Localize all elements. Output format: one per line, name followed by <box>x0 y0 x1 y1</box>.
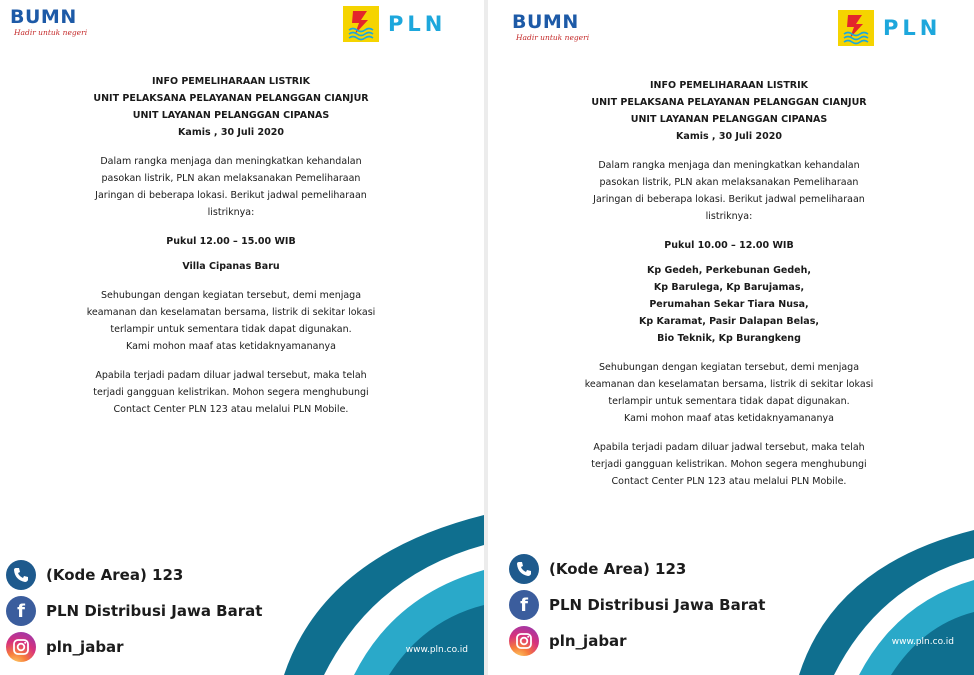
locations: Kp Gedeh, Perkebunan Gedeh, Kp Barulega, Kp Barujamas, Perumahan Sekar Tiara Nusa, Kp Karamat, Pasir Dalapan Belas, Bio Teknik, Kp Burangkeng <box>639 265 819 344</box>
intro-text: Dalam rangka menjaga dan meningkatkan kehandalan pasokan listrik, PLN akan melaksanakan Pemeliharaan Jaringan di beberapa lokasi. Berikut jadwal pemeliharaan listriknya: <box>593 160 865 222</box>
announcement-date: Kamis , 30 Juli 2020 <box>178 127 284 138</box>
instagram-icon <box>509 626 539 656</box>
lightning-icon <box>343 6 379 42</box>
announcement <box>488 77 972 490</box>
pln-logo: PLN <box>343 6 446 42</box>
title-line-1: INFO PEMELIHARAAN LISTRIK <box>151 76 311 87</box>
bumn-logo: BUMN Hadir untuk negeri <box>512 11 590 42</box>
pln-logo: PLN <box>838 10 941 46</box>
phone-icon <box>509 554 539 584</box>
intro-text: Dalam rangka menjaga dan meningkatkan kehandalan pasokan listrik, PLN akan melaksanakan Pemeliharaan Jaringan di beberapa lokasi. Berikut jadwal pemeliharaan listriknya: <box>95 156 367 218</box>
website-url: www.pln.co.id <box>891 637 954 647</box>
lightning-icon <box>838 10 874 46</box>
website-url: www.pln.co.id <box>405 645 468 655</box>
instagram-icon <box>6 632 36 662</box>
decorative-wave <box>799 530 974 675</box>
poster-right <box>488 0 974 675</box>
contact-instagram: pln_jabar <box>6 629 262 665</box>
title-line-3: UNIT LAYANAN PELANGGAN CIPANAS <box>630 114 828 125</box>
phone-icon <box>6 560 36 590</box>
title-line-2: UNIT PELAKSANA PELAYANAN PELANGGAN CIANJUR <box>591 97 867 108</box>
contact-list <box>509 551 765 659</box>
schedule-time: Pukul 10.00 – 12.00 WIB <box>664 240 794 251</box>
contact-instagram: pln_jabar <box>509 623 765 659</box>
contact-note: Apabila terjadi padam diluar jadwal tersebut, maka telah terjadi gangguan kelistrikan. Mohon segera menghubungi Contact Center PLN 123 atau melalui PLN Mobile. <box>93 370 369 415</box>
announcement <box>0 73 473 418</box>
title-line-2: UNIT PELAKSANA PELAYANAN PELANGGAN CIANJUR <box>93 93 369 104</box>
contact-facebook: f PLN Distribusi Jawa Barat <box>6 593 262 629</box>
contact-list <box>6 557 262 665</box>
title-line-3: UNIT LAYANAN PELANGGAN CIPANAS <box>132 110 330 121</box>
poster-left <box>0 0 484 675</box>
contact-facebook: f PLN Distribusi Jawa Barat <box>509 587 765 623</box>
contact-phone: (Kode Area) 123 <box>509 551 765 587</box>
announcement-date: Kamis , 30 Juli 2020 <box>676 131 782 142</box>
schedule-time: Pukul 12.00 – 15.00 WIB <box>166 236 296 247</box>
facebook-icon: f <box>6 596 36 626</box>
contact-note: Apabila terjadi padam diluar jadwal tersebut, maka telah terjadi gangguan kelistrikan. Mohon segera menghubungi Contact Center PLN 123 atau melalui PLN Mobile. <box>591 442 867 487</box>
notice-text: Sehubungan dengan kegiatan tersebut, demi menjaga keamanan dan keselamatan bersama, listrik di sekitar lokasi terlampir untuk sementara tidak dapat digunakan. Kami mohon maaf atas ketidaknyamananya <box>86 290 376 352</box>
title-line-1: INFO PEMELIHARAAN LISTRIK <box>649 80 809 91</box>
contact-phone: (Kode Area) 123 <box>6 557 262 593</box>
bumn-logo: BUMN Hadir untuk negeri <box>10 6 88 37</box>
locations: Villa Cipanas Baru <box>182 261 280 272</box>
facebook-icon: f <box>509 590 539 620</box>
notice-text: Sehubungan dengan kegiatan tersebut, demi menjaga keamanan dan keselamatan bersama, listrik di sekitar lokasi terlampir untuk sementara tidak dapat digunakan. Kami mohon maaf atas ketidaknyamananya <box>584 362 874 424</box>
